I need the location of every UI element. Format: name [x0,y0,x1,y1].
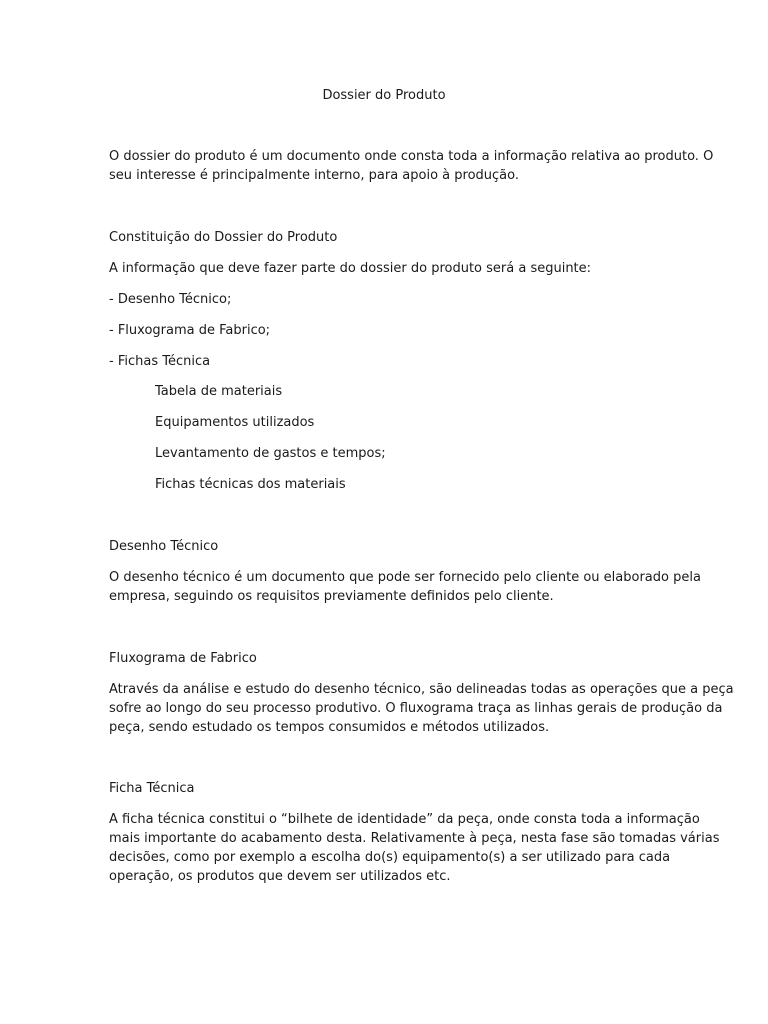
sub-list-item: Equipamentos utilizados [155,415,315,430]
fluxograma-line-1: Através da análise e estudo do desenho técnico, são delineadas todas as operações que a peça [109,682,734,697]
desenho-line-1: O desenho técnico é um documento que pode ser fornecido pelo cliente ou elaborado pela [109,570,701,585]
ficha-line-2: mais importante do acabamento desta. Relativamente à peça, nesta fase são tomadas várias [109,831,720,846]
ficha-line-3: decisões, como por exemplo a escolha do(s) equipamento(s) a ser utilizado para cada [109,850,671,865]
constituicao-lead: A informação que deve fazer parte do dossier do produto será a seguinte: [109,261,592,276]
section-heading-desenho: Desenho Técnico [109,539,219,554]
fluxograma-line-3: peça, sendo estudado os tempos consumidos e métodos utilizados. [109,720,550,735]
sub-list-item: Fichas técnicas dos materiais [155,477,346,492]
intro-line-2: seu interesse é principalmente interno, para apoio à produção. [109,168,519,183]
intro-line-1: O dossier do produto é um documento onde consta toda a informação relativa ao produto. O [109,149,714,164]
document-title: Dossier do Produto [322,88,446,103]
ficha-line-1: A ficha técnica constitui o “bilhete de identidade” da peça, onde consta toda a informação [109,812,700,827]
section-heading-constituicao: Constituição do Dossier do Produto [109,230,338,245]
ficha-line-4: operação, os produtos que devem ser utilizados etc. [109,869,451,884]
list-item: - Fichas Técnica [109,354,211,369]
list-item: - Fluxograma de Fabrico; [109,323,271,338]
sub-list-item: Tabela de materiais [155,384,283,399]
desenho-line-2: empresa, seguindo os requisitos previamente definidos pelo cliente. [109,589,554,604]
list-item: - Desenho Técnico; [109,292,232,307]
fluxograma-line-2: sofre ao longo do seu processo produtivo. O fluxograma traça as linhas gerais de produção da [109,701,723,716]
sub-list-item: Levantamento de gastos e tempos; [155,446,386,461]
section-heading-ficha: Ficha Técnica [109,781,195,796]
section-heading-fluxograma: Fluxograma de Fabrico [109,651,257,666]
